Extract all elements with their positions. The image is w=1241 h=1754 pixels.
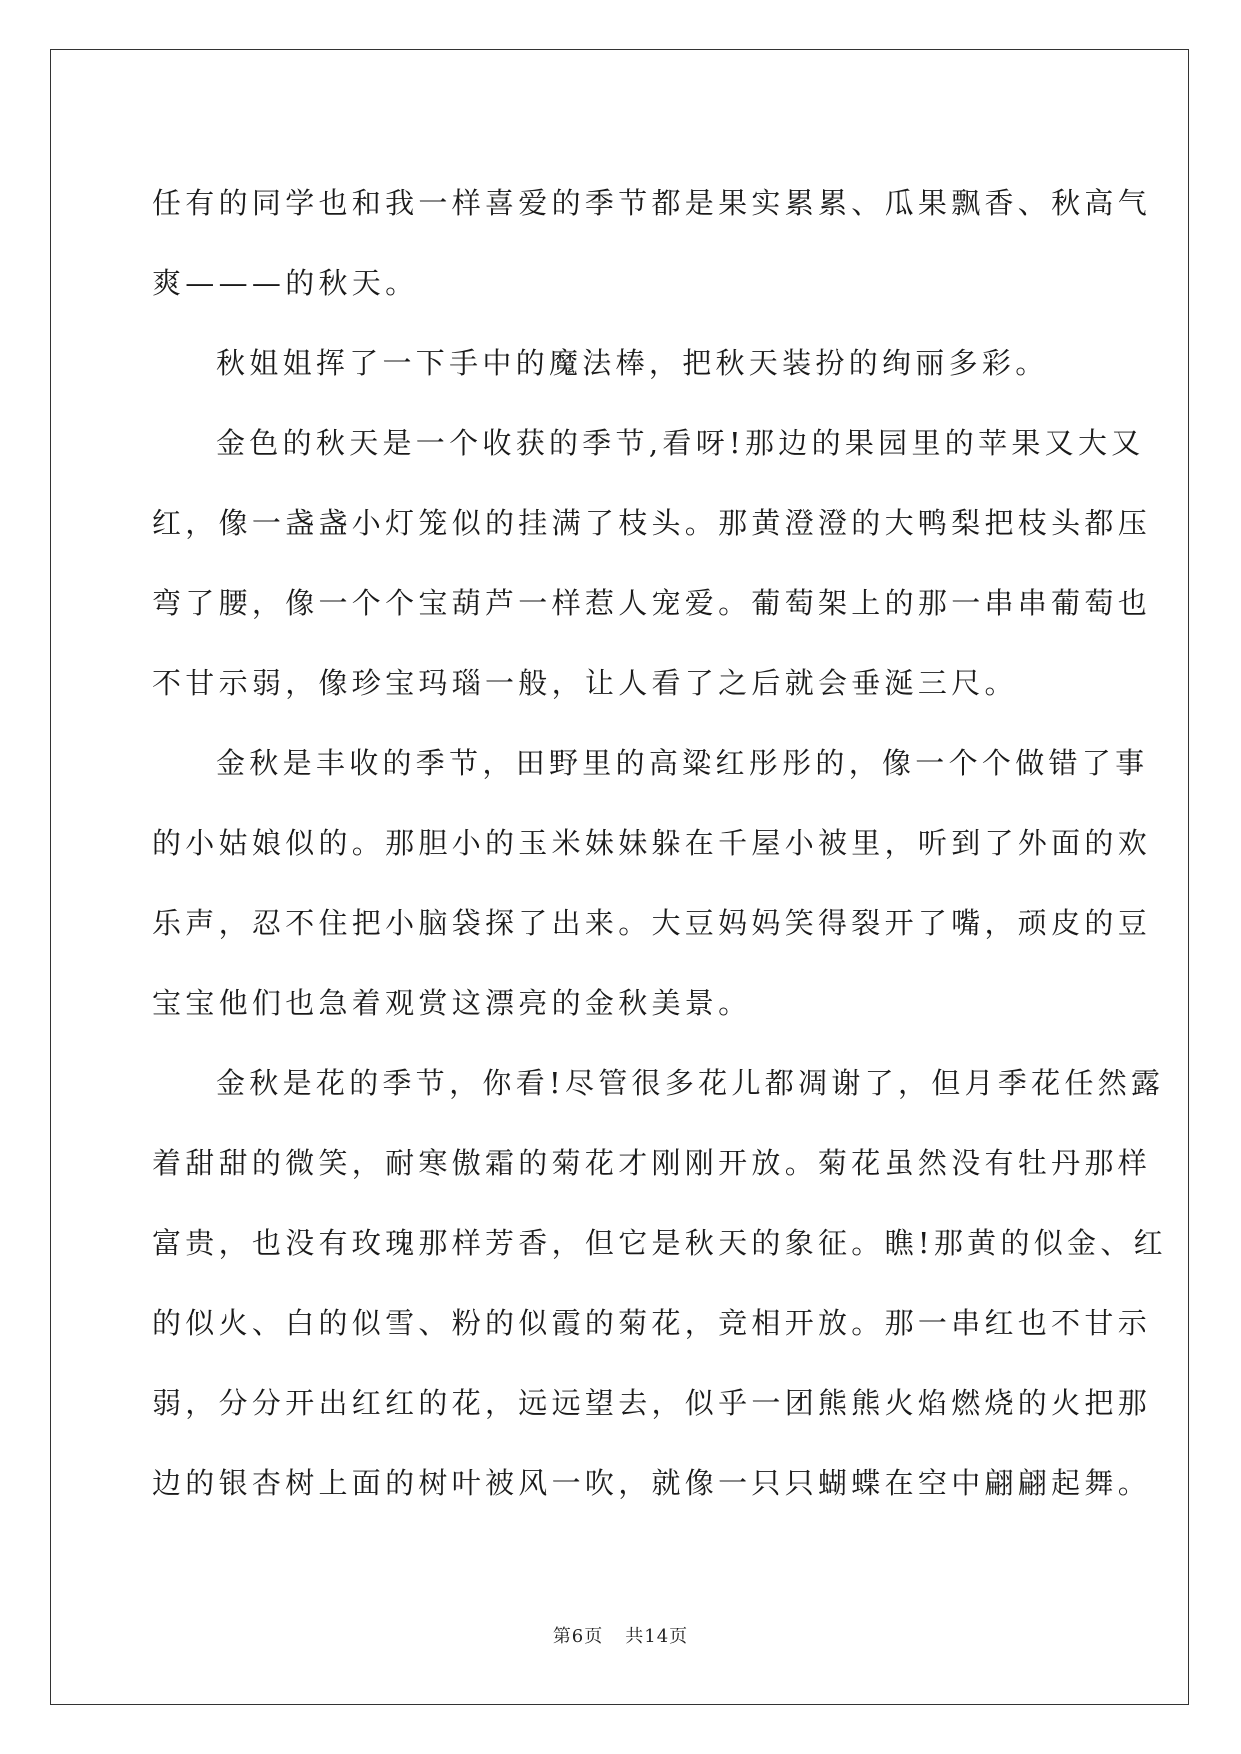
document-body	[152, 163, 1167, 1523]
text-line: 着甜甜的微笑，耐寒傲霜的菊花才刚刚开放。菊花虽然没有牡丹那样	[152, 1146, 1152, 1180]
text-line: 乐声，忍不住把小脑袋探了出来。大豆妈妈笑得裂开了嘴，顽皮的豆	[152, 906, 1152, 940]
text-line: 的小姑娘似的。那胆小的玉米妹妹躲在千屋小被里，听到了外面的欢	[152, 826, 1152, 860]
text-line: 金秋是丰收的季节，田野里的高粱红彤彤的，像一个个做错了事	[216, 746, 1149, 780]
text-line: 的似火、白的似雪、粉的似霞的菊花，竞相开放。那一串红也不甘示	[152, 1306, 1152, 1340]
page-total: 共14页	[625, 1626, 689, 1647]
text-line: 不甘示弱，像珍宝玛瑙一般，让人看了之后就会垂涎三尺。	[152, 666, 1018, 700]
page-footer	[0, 1622, 1241, 1648]
text-line: 任有的同学也和我一样喜爱的季节都是果实累累、瓜果飘香、秋高气	[152, 186, 1152, 220]
text-line: 弱，分分开出红红的花，远远望去，似乎一团熊熊火焰燃烧的火把那	[152, 1386, 1152, 1420]
text-line: 红，像一盏盏小灯笼似的挂满了枝头。那黄澄澄的大鸭梨把枝头都压	[152, 506, 1152, 540]
text-line: 富贵，也没有玫瑰那样芳香，但它是秋天的象征。瞧!那黄的似金、红	[152, 1226, 1167, 1260]
text-line: 金秋是花的季节，你看!尽管很多花儿都凋谢了，但月季花任然露	[216, 1066, 1165, 1100]
text-line: 弯了腰，像一个个宝葫芦一样惹人宠爱。葡萄架上的那一串串葡萄也	[152, 586, 1152, 620]
page-number: 第6页	[552, 1626, 604, 1647]
text-line: 边的银杏树上面的树叶被风一吹，就像一只只蝴蝶在空中翩翩起舞。	[152, 1466, 1152, 1500]
text-line: 金色的秋天是一个收获的季节,看呀!那边的果园里的苹果又大又	[216, 426, 1145, 460]
text-line: 秋姐姐挥了一下手中的魔法棒，把秋天装扮的绚丽多彩。	[216, 346, 1049, 380]
text-line: 宝宝他们也急着观赏这漂亮的金秋美景。	[152, 986, 752, 1020]
text-line: 爽———的秋天。	[152, 266, 419, 300]
